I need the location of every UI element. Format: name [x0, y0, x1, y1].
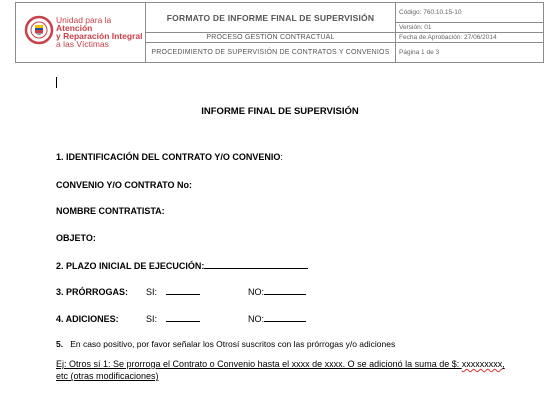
logo-wordmark: Unidad para la Atención y Reparación Integral a las Víctimas [56, 15, 143, 49]
example-note: Ej: Otros sí 1: Se prorroga el Contrato o Convenio hasta el xxxx de xxxx. O se adicionó la suma de $: xxxxxxxxx, etc (otras modificaciones) [56, 359, 505, 381]
term-blank-line[interactable] [204, 260, 308, 269]
page-number: Página 1 de 3 [396, 43, 544, 63]
additions-no-blank[interactable] [264, 313, 306, 322]
text-cursor [56, 77, 57, 88]
extensions-si-blank[interactable] [166, 286, 200, 295]
report-title: INFORME FINAL DE SUPERVISIÓN [201, 106, 359, 117]
extensions-no-blank[interactable] [264, 286, 306, 295]
object-label: OBJETO: [56, 233, 96, 243]
section-2-initial-term: 2. PLAZO INICIAL DE EJECUCIÓN: [56, 260, 308, 271]
approval-date: Fecha de Aprobación: 27/06/2014 [396, 33, 544, 43]
convenio-number-label: CONVENIO Y/O CONTRATO No: [56, 180, 193, 190]
logo-cell [16, 3, 146, 63]
section-5-instruction: 5. En caso positivo, por favor señalar los Otrosí suscritos con las prórrogas y/o adiciones [56, 339, 396, 349]
doc-code: Código: 760.10.15-10 [396, 3, 544, 23]
format-title: FORMATO DE INFORME FINAL DE SUPERVISIÓN [146, 3, 396, 33]
process-name: PROCESO GESTIÓN CONTRACTUAL [146, 33, 396, 43]
doc-version: Versión: 01 [396, 23, 544, 33]
contractor-name-label: NOMBRE CONTRATISTA: [56, 206, 165, 216]
procedure-name: PROCEDIMIENTO DE SUPERVISIÓN DE CONTRATOS Y CONVENIOS [146, 43, 396, 63]
section-3-extensions: 3. PRÓRROGAS: SI: NO: [56, 286, 306, 297]
section-4-additions: 4. ADICIONES: SI: NO: [56, 313, 306, 324]
section-1-heading: 1. IDENTIFICACIÓN DEL CONTRATO Y/O CONVENIO: [56, 152, 283, 162]
additions-si-blank[interactable] [166, 313, 200, 322]
document-header [15, 2, 544, 63]
institution-seal-icon [24, 15, 54, 45]
